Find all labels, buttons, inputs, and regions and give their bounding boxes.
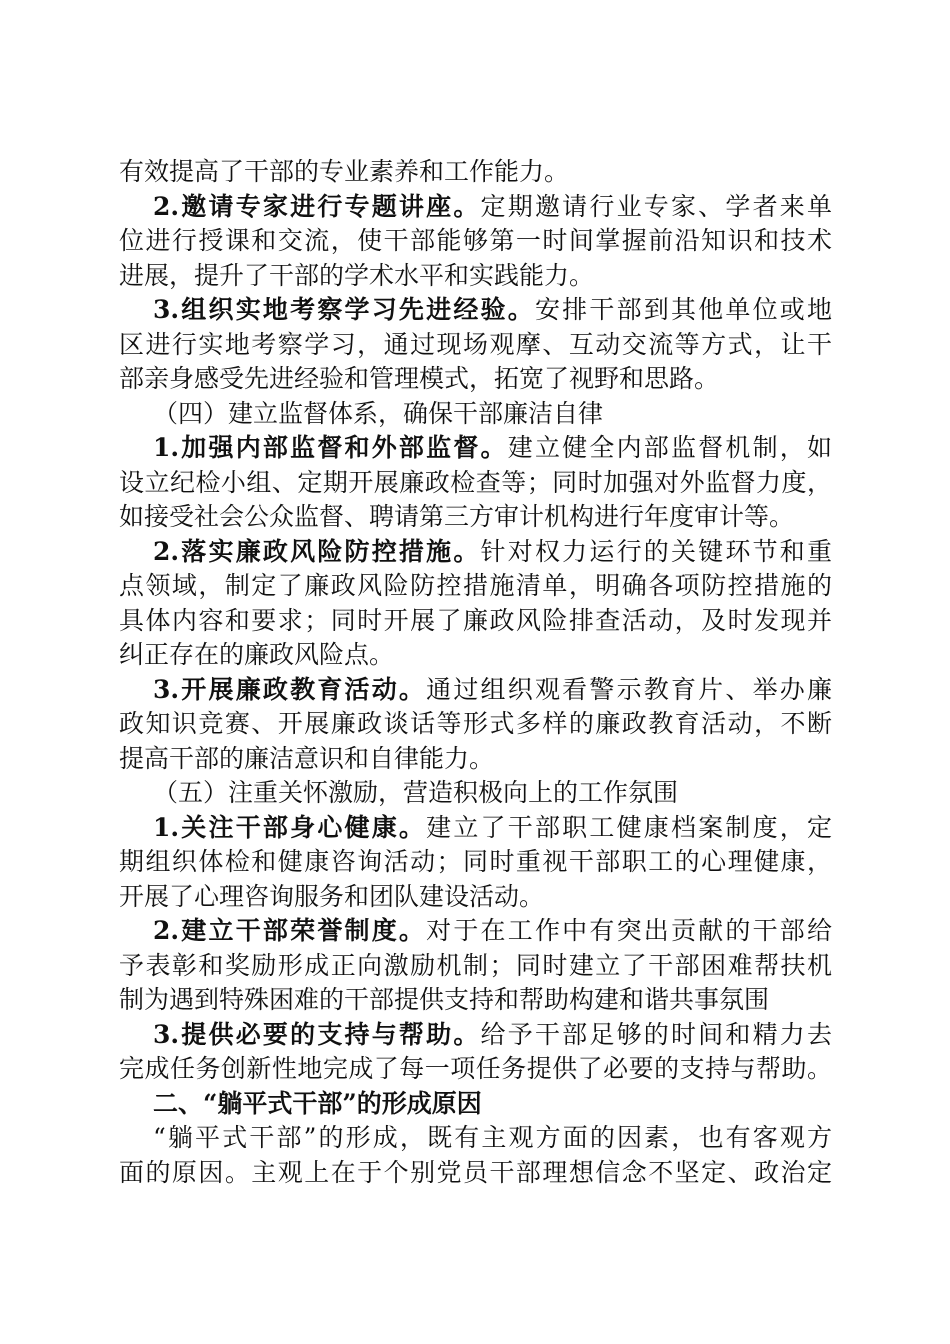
body-text: 面的原因。主观上在于个别党员干部理想信念不坚定、政治定 [119,1157,832,1187]
text-line [119,1018,832,1053]
text-line [119,259,832,294]
text-line [119,776,832,811]
body-text: 安排干部到其他单位或地 [534,295,832,324]
body-text: 对于在工作中有突出贡献的干部给 [426,916,832,945]
document-page [119,155,832,1190]
body-text: 具体内容和要求；同时开展了廉政风险排查活动，及时发现并 [119,605,832,635]
text-line [119,880,832,915]
body-text: 建立了干部职工健康档案制度，定 [426,812,832,842]
body-text: 给予干部足够的时间和精力去 [480,1019,832,1049]
body-text: 进展，提升了干部的学术水平和实践能力。 [119,260,595,290]
body-text: 开展了心理咨询服务和团队建设活动。 [119,881,545,911]
text-line [119,293,832,328]
body-text: 提高干部的廉洁意识和自律能力。 [119,743,495,773]
bold-lead-in: 3.提供必要的支持与帮助。 [153,1019,481,1049]
text-line [119,500,832,535]
bold-lead-in: 2.邀请专家进行专题讲座。 [153,191,481,221]
text-line [119,811,832,846]
text-line [119,190,832,225]
body-text: 有效提高了干部的专业素养和工作能力。 [119,157,570,186]
text-line [119,983,832,1018]
body-text: 期组织体检和健康咨询活动；同时重视干部职工的心理健康， [119,847,832,876]
text-line [119,224,832,259]
text-line [119,1121,832,1156]
text-line [119,431,832,466]
text-line [119,638,832,673]
bold-lead-in: 2.落实廉政风险防控措施。 [153,536,481,566]
bold-lead-in: 1.关注干部身心健康。 [153,812,427,842]
text-line [119,707,832,742]
text-line [119,1087,832,1122]
body-text: 部亲身感受先进经验和管理模式，拓宽了视野和思路。 [119,364,720,393]
body-text: 点领域，制定了廉政风险防控措施清单，明确各项防控措施的 [119,571,832,600]
text-line [119,914,832,949]
body-text: 纠正存在的廉政风险点。 [119,640,395,669]
text-line [119,535,832,570]
text-line [119,466,832,501]
bold-lead-in: 1.加强内部监督和外部监督。 [153,433,508,462]
bold-lead-in: 2.建立干部荣誉制度。 [153,916,427,945]
text-line [119,604,832,639]
body-text: 定期邀请行业专家、学者来单 [480,191,832,221]
bold-lead-in: 3.开展廉政教育活动。 [153,674,427,704]
body-text: （四）建立监督体系，确保干部廉洁自律 [153,398,604,428]
text-line [119,742,832,777]
body-text: 建立健全内部监督机制，如 [507,433,832,462]
body-text: 予表彰和奖励形成正向激励机制；同时建立了干部困难帮扶机 [119,950,832,980]
bold-lead-in: 3.组织实地考察学习先进经验。 [153,295,535,324]
text-line [119,569,832,604]
body-text: 区进行实地考察学习，通过现场观摩、互动交流等方式，让干 [119,329,832,359]
text-line [119,328,832,363]
text-line [119,673,832,708]
body-text: 通过组织观看警示教育片、举办廉 [426,674,832,704]
bold-lead-in: 二、“躺平式干部”的形成原因 [153,1088,482,1118]
text-line [119,949,832,984]
text-line [119,362,832,397]
body-text: 针对权力运行的关键环节和重 [480,536,832,566]
text-line [119,397,832,432]
body-text: 政知识竞赛、开展廉政谈话等形式多样的廉政教育活动，不断 [119,709,832,738]
body-text: （五）注重关怀激励，营造积极向上的工作氛围 [153,778,679,807]
body-text: 设立纪检小组、定期开展廉政检查等；同时加强对外监督力度， [119,467,832,497]
text-line [119,1156,832,1191]
body-text: 完成任务创新性地完成了每一项任务提供了必要的支持与帮助。 [119,1054,832,1083]
text-line [119,845,832,880]
body-text: “躺平式干部”的形成，既有主观方面的因素，也有客观方 [153,1123,832,1152]
text-line [119,1052,832,1087]
body-text: 位进行授课和交流，使干部能够第一时间掌握前沿知识和技术 [119,226,832,255]
text-line [119,155,832,190]
body-text: 制为遇到特殊困难的干部提供支持和帮助构建和谐共事氛围 [119,985,770,1014]
body-text: 如接受社会公众监督、聘请第三方审计机构进行年度审计等。 [119,502,795,531]
